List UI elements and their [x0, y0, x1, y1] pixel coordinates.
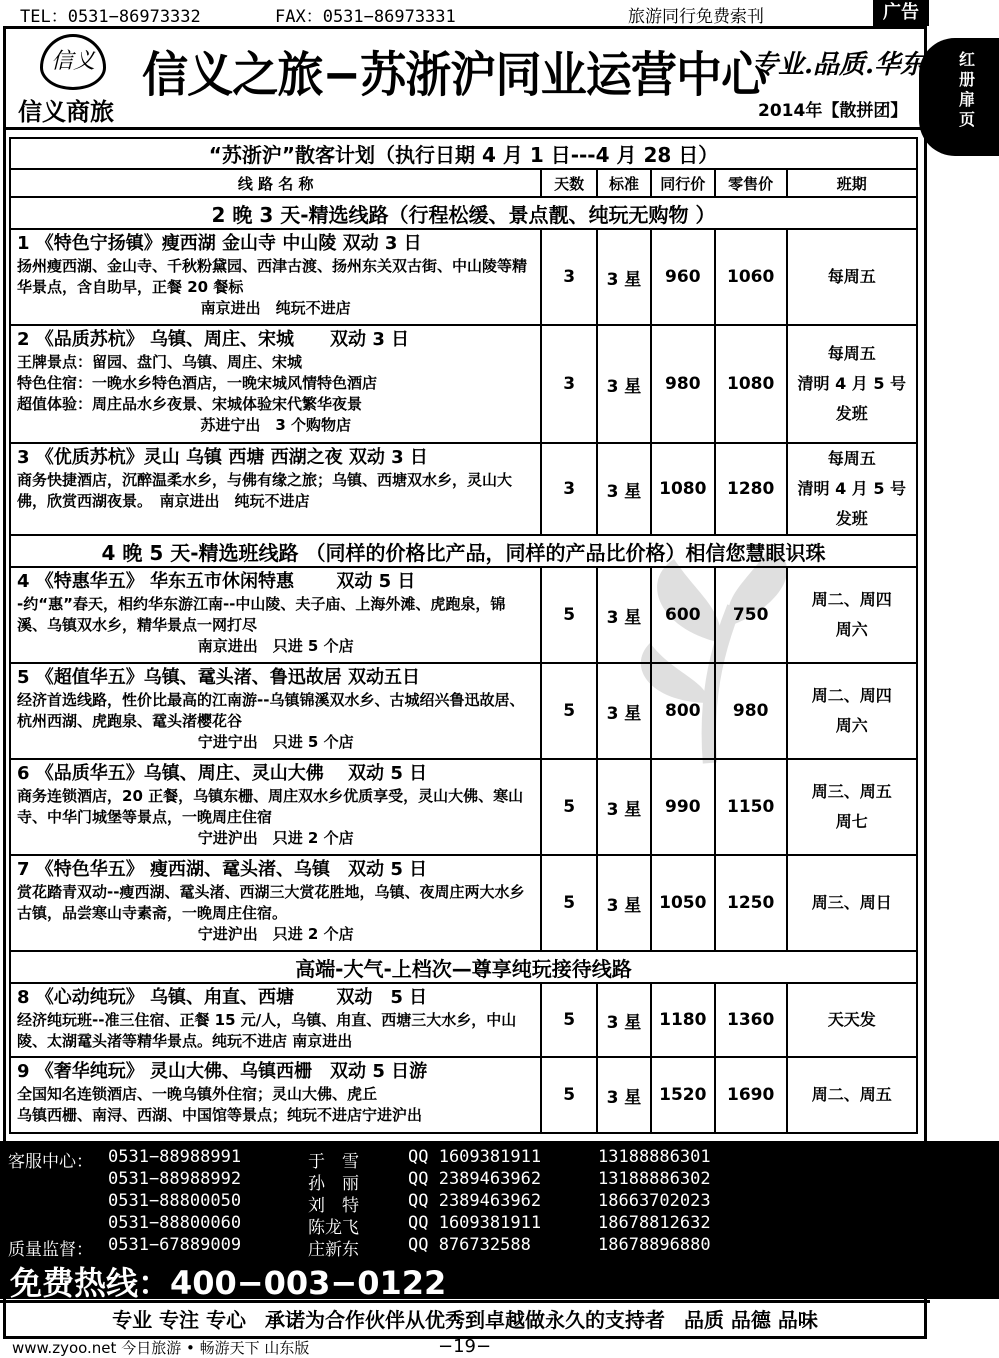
peer-price-cell: 600 [651, 567, 715, 663]
col-header: 零售价 [715, 169, 787, 197]
schedule-line: 每周五 [827, 267, 876, 286]
standard-cell: 3 星 [597, 855, 651, 951]
route-name: 8 《心动纯玩》 乌镇、甪直、西塘 双动 5 日 [17, 987, 428, 1008]
days-cell: 5 [541, 983, 597, 1057]
schedule-cell [787, 567, 917, 663]
schedule-cell [787, 229, 917, 325]
route-note: 苏进宁出 3 个购物店 [200, 416, 351, 434]
route-row [10, 759, 917, 855]
standard-cell: 3 星 [597, 663, 651, 759]
col-header: 班期 [787, 169, 917, 197]
contact-mobile: 18663702023 [598, 1191, 711, 1211]
contact-label: 客服中心： [8, 1152, 93, 1172]
route-detail: 赏花踏青双动--瘦西湖、鼋头渚、西湖三大赏花胜地，乌镇、夜周庄两大水乡古镇，品尝寒山寺素斋，一晚周庄住宿。 [17, 883, 525, 922]
schedule-cell [787, 443, 917, 535]
route-detail: 商务连锁酒店，20 正餐，乌镇东栅、周庄双水乡优质享受，灵山大佛、寒山寺、中华门城堡等景点，一晚周庄住宿 [17, 787, 524, 826]
logo [18, 34, 138, 126]
route-detail: 特色住宿：一晚水乡特色酒店，一晚宋城风情特色酒店 [17, 374, 378, 392]
col-header: 同行价 [651, 169, 715, 197]
peer-price-cell: 800 [651, 663, 715, 759]
section-heading: 2 晚 3 天-精选线路（行程松缓、景点靓、纯玩无购物 ） [10, 197, 917, 229]
retail-price-cell: 1150 [715, 759, 787, 855]
route-detail: 经济纯玩班--准三住宿、正餐 15 元/人，乌镇、甪直、西塘三大水乡，中山陵、太湖鼋头渚等精华景点。纯玩不进店 南京进出 [17, 1011, 517, 1050]
contact-name: 孙 丽 [308, 1174, 359, 1194]
contact-qq: QQ 1609381911 [408, 1147, 542, 1167]
schedule-line: 清明 4 月 5 号 [797, 374, 907, 393]
standard-cell: 3 星 [597, 983, 651, 1057]
route-desc [10, 325, 541, 443]
page-number: −19− [438, 1336, 492, 1357]
peer-price-cell: 980 [651, 325, 715, 443]
header [6, 30, 927, 130]
section-heading: 高端-大气-上档次—尊享纯玩接待线路 [10, 951, 917, 983]
peer-price-cell: 1520 [651, 1057, 715, 1133]
contact-name: 于 雪 [308, 1152, 359, 1172]
route-detail: 经济首选线路，性价比最高的江南游--乌镇锦溪双水乡、古城绍兴鲁迅故居、杭州西湖、虎跑泉、鼋头渚樱花谷 [17, 691, 525, 730]
route-name: 9 《奢华纯玩》 灵山大佛、乌镇西栅 双动 5 日游 [17, 1061, 428, 1082]
fax-number: FAX：0531−86973331 [275, 7, 456, 27]
schedule-line: 每周五 [827, 449, 876, 468]
retail-price-cell: 1060 [715, 229, 787, 325]
top-bar [0, 0, 999, 26]
ad-label: 广告 [873, 0, 929, 26]
route-row [10, 443, 917, 535]
contact-mobile: 13188886302 [598, 1169, 711, 1189]
standard-cell: 3 星 [597, 1057, 651, 1133]
retail-price-cell: 1360 [715, 983, 787, 1057]
heart-logo-icon: 信义 [40, 34, 106, 90]
contact-label: 质量监督： [8, 1240, 93, 1260]
tel-number: TEL：0531−86973332 [20, 7, 201, 27]
schedule-cell [787, 855, 917, 951]
schedule-line: 周三、周日 [811, 893, 892, 912]
schedule-line: 周七 [835, 812, 868, 831]
route-detail: 超值体验：周庄品水乡夜景、宋城体验宋代繁华夜景 [17, 395, 363, 413]
schedule-line: 每周五 [827, 344, 876, 363]
standard-cell: 3 星 [597, 759, 651, 855]
schedule-cell [787, 759, 917, 855]
schedule-cell [787, 1057, 917, 1133]
contact-phone: 0531−88800050 [108, 1191, 242, 1211]
contact-name: 庄新东 [308, 1240, 359, 1260]
col-header: 线 路 名 称 [10, 169, 541, 197]
tab-char: 册 [958, 70, 975, 89]
route-name: 7 《特色华五》 瘦西湖、鼋头渚、乌镇 双动 5 日 [17, 859, 428, 880]
days-cell: 5 [541, 1057, 597, 1133]
route-detail: -约“惠”春天，相约华东游江南--中山陵、夫子庙、上海外滩、虎跑泉，锦溪、乌镇双水乡，精华景点一网打尽 [17, 595, 506, 634]
peer-price-cell: 1050 [651, 855, 715, 951]
contact-qq: QQ 1609381911 [408, 1213, 542, 1233]
slogan: 专业.品质.华东 [752, 50, 927, 80]
schedule-line: 周二、周五 [811, 1085, 892, 1104]
schedule-line: 清明 4 月 5 号 [797, 479, 907, 498]
route-row [10, 855, 917, 951]
standard-cell: 3 星 [597, 567, 651, 663]
schedule-line: 发班 [835, 404, 868, 423]
col-header: 天数 [541, 169, 597, 197]
days-cell: 5 [541, 663, 597, 759]
route-desc [10, 1057, 541, 1133]
route-desc [10, 567, 541, 663]
route-row [10, 567, 917, 663]
contact-name: 刘 特 [308, 1196, 359, 1216]
route-note: 南京进出 纯玩不进店 [200, 299, 351, 317]
route-note: 宁进沪出 只进 2 个店 [197, 925, 354, 943]
retail-price-cell: 1250 [715, 855, 787, 951]
route-detail: 商务快捷酒店，沉醉温柔水乡，与佛有缘之旅；乌镇、西塘双水乡，灵山大佛，欣赏西湖夜景。 南京进出 纯玩不进店 [17, 471, 513, 510]
route-desc [10, 855, 541, 951]
route-detail: 全国知名连锁酒店、一晚乌镇外住宿；灵山大佛、虎丘 [17, 1085, 378, 1103]
days-cell: 5 [541, 855, 597, 951]
contact-mobile: 18678812632 [598, 1213, 711, 1233]
days-cell: 3 [541, 229, 597, 325]
page-title: 信义之旅−苏浙沪同业运营中心 [142, 47, 767, 103]
peer-price-cell: 990 [651, 759, 715, 855]
contact-qq: QQ 2389463962 [408, 1169, 542, 1189]
retail-price-cell: 1080 [715, 325, 787, 443]
tab-char: 页 [958, 110, 975, 129]
schedule-cell [787, 663, 917, 759]
schedule-line: 天天发 [827, 1010, 876, 1029]
contact-phone: 0531−88988991 [108, 1147, 242, 1167]
contact-phone: 0531−67889009 [108, 1235, 242, 1255]
motto-item: 专业 专注 专心 [112, 1308, 247, 1332]
route-note: 宁进沪出 只进 2 个店 [197, 829, 354, 847]
motto-bar [0, 1300, 930, 1334]
route-note: 南京进出 只进 5 个店 [197, 637, 354, 655]
contact-qq: QQ 876732588 [408, 1235, 531, 1255]
brand-name: 信义商旅 [18, 97, 114, 126]
route-detail: 扬州瘦西湖、金山寺、千秋粉黛园、西津古渡、扬州东关双古街、中山陵等精华景点，含自助早，正餐 20 餐标 [17, 257, 528, 296]
route-name: 4 《特惠华五》 华东五市休闲特惠 双动 5 日 [17, 571, 416, 592]
route-desc [10, 759, 541, 855]
route-row [10, 983, 917, 1057]
section-tab [919, 38, 999, 156]
hotline: 免费热线：400−003−0122 [10, 1264, 447, 1302]
contact-qq: QQ 2389463962 [408, 1191, 542, 1211]
route-name: 2 《品质苏杭》 乌镇、周庄、宋城 双动 3 日 [17, 329, 410, 350]
tour-plan-table [9, 137, 918, 1134]
year-tag: 2014年【散拼团】 [758, 101, 908, 121]
route-name: 6 《品质华五》乌镇、周庄、灵山大佛 双动 5 日 [17, 763, 428, 784]
standard-cell: 3 星 [597, 229, 651, 325]
motto-item: 品质 品德 品味 [683, 1308, 818, 1332]
contact-phone: 0531−88800060 [108, 1213, 242, 1233]
motto-item: 承诺为合作伙伴从优秀到卓越做永久的支持者 [265, 1308, 665, 1332]
section-heading: 4 晚 5 天-精选班线路 （同样的价格比产品，同样的产品比价格）相信您慧眼识珠 [10, 535, 917, 567]
tab-char: 红 [958, 50, 975, 69]
contact-mobile: 18678896880 [598, 1235, 711, 1255]
route-desc [10, 983, 541, 1057]
schedule-line: 发班 [835, 509, 868, 528]
schedule-line: 周六 [835, 716, 868, 735]
retail-price-cell: 1690 [715, 1057, 787, 1133]
schedule-cell [787, 983, 917, 1057]
standard-cell: 3 星 [597, 443, 651, 535]
route-row [10, 663, 917, 759]
peer-price-cell: 1180 [651, 983, 715, 1057]
route-name: 1 《特色宁扬镇》瘦西湖 金山寺 中山陵 双动 3 日 [17, 233, 422, 254]
route-desc [10, 229, 541, 325]
peer-price-cell: 960 [651, 229, 715, 325]
contact-phone: 0531−88988992 [108, 1169, 242, 1189]
schedule-line: 周六 [835, 620, 868, 639]
schedule-line: 周三、周五 [811, 782, 892, 801]
route-desc [10, 663, 541, 759]
route-detail: 王牌景点：留园、盘门、乌镇、周庄、宋城 [17, 353, 303, 371]
schedule-cell [787, 325, 917, 443]
retail-price-cell: 1280 [715, 443, 787, 535]
peer-price-cell: 1080 [651, 443, 715, 535]
route-note: 宁进宁出 只进 5 个店 [197, 733, 354, 751]
contact-name: 陈龙飞 [308, 1218, 359, 1238]
retail-price-cell: 980 [715, 663, 787, 759]
days-cell: 3 [541, 443, 597, 535]
route-row [10, 1057, 917, 1133]
index-note: 旅游同行免费索刊 [628, 7, 764, 27]
tab-char: 扉 [958, 90, 975, 109]
days-cell: 5 [541, 567, 597, 663]
route-row [10, 325, 917, 443]
route-desc [10, 443, 541, 535]
footer-site: www.zyoo.net 今日旅游 • 畅游天下 山东版 [12, 1339, 310, 1357]
route-name: 5 《超值华五》乌镇、鼋头渚、鲁迅故居 双动五日 [17, 667, 421, 688]
route-detail: 乌镇西栅、南浔、西湖、中国馆等景点；纯玩不进店宁进沪出 [17, 1106, 423, 1124]
route-name: 3 《优质苏杭》灵山 乌镇 西塘 西湖之夜 双动 3 日 [17, 447, 428, 468]
days-cell: 5 [541, 759, 597, 855]
retail-price-cell: 750 [715, 567, 787, 663]
route-row [10, 229, 917, 325]
schedule-line: 周二、周四 [811, 686, 892, 705]
standard-cell: 3 星 [597, 325, 651, 443]
days-cell: 3 [541, 325, 597, 443]
plan-title: “苏浙沪”散客计划（执行日期 4 月 1 日---4 月 28 日） [10, 138, 917, 169]
schedule-line: 周二、周四 [811, 590, 892, 609]
col-header: 标准 [597, 169, 651, 197]
contact-mobile: 13188886301 [598, 1147, 711, 1167]
